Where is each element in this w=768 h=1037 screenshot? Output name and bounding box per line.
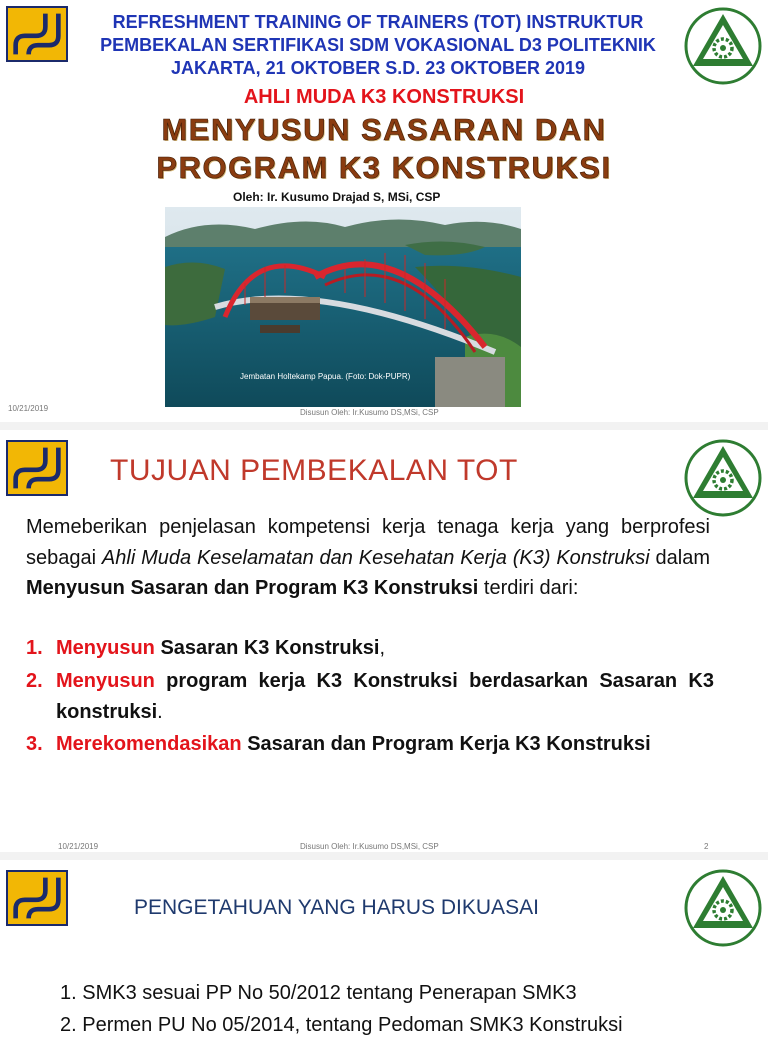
header-line-2: PEMBEKALAN SERTIFIKASI SDM VOKASIONAL D3 POLITEKNIK [100, 35, 656, 55]
intro-bold: Menyusun Sasaran dan Program K3 Konstruksi [26, 577, 479, 599]
slide-title: PENGETAHUAN YANG HARUS DIKUASAI [134, 896, 539, 919]
footer-date: 10/21/2019 [8, 404, 49, 413]
slide-separator [0, 422, 768, 430]
intro-text: Memeberikan penjelasan kompetensi kerja tenaga kerja yang berprofesi sebagai [26, 516, 710, 569]
footer-date: 10/21/2019 [58, 842, 99, 851]
main-title-line-1: MENYUSUN SASARAN DAN [161, 112, 607, 147]
list-number: 2. [26, 670, 43, 692]
author: Oleh: Ir. Kusumo Drajad S, MSi, CSP [233, 190, 441, 204]
gear-emblem-icon [683, 6, 763, 86]
gear-emblem-icon [683, 868, 763, 948]
slide-title: TUJUAN PEMBEKALAN TOT [110, 454, 518, 487]
list-verb: Merekomendasikan [56, 733, 242, 755]
list-tail: , [379, 637, 385, 659]
slide-objectives [0, 430, 768, 852]
gear-emblem-icon [683, 438, 763, 518]
list-text: Sasaran K3 Konstruksi [154, 637, 380, 659]
slide-knowledge [0, 860, 768, 1036]
intro-text: dalam [649, 546, 711, 569]
pu-logo-icon [6, 870, 68, 926]
slide-cover [0, 0, 768, 422]
list-number: 1. [26, 637, 43, 659]
list-number: 3. [26, 733, 43, 755]
subtitle: AHLI MUDA K3 KONSTRUKSI [243, 86, 525, 108]
intro-text: terdiri dari: [478, 577, 579, 599]
list-text: Sasaran dan Program Kerja K3 Konstruksi [241, 733, 651, 755]
main-title-line-2: PROGRAM K3 KONSTRUKSI [156, 150, 612, 185]
list-verb: Menyusun [56, 637, 155, 659]
slide-separator [0, 852, 768, 860]
list-item: 1. SMK3 sesuai PP No 50/2012 tentang Penerapan SMK3 [60, 982, 577, 1004]
list-tail: . [157, 700, 163, 723]
intro-paragraph [26, 512, 710, 604]
footer-author: Disusun Oleh: Ir.Kusumo DS,MSi, CSP [300, 408, 439, 417]
list-text: program kerja K3 Konstruksi berdasarkan Sasaran K3 konstruksi [56, 670, 714, 723]
header-line-1: REFRESHMENT TRAINING OF TRAINERS (TOT) INSTRUKTUR [112, 12, 644, 32]
pu-logo-icon [6, 440, 68, 496]
list-verb: Menyusun [56, 670, 155, 692]
footer-author: Disusun Oleh: Ir.Kusumo DS,MSi, CSP [300, 842, 439, 851]
list-item: 2. Permen PU No 05/2014, tentang Pedoman SMK3 Konstruksi [60, 1014, 623, 1036]
page-number: 2 [704, 842, 709, 851]
intro-italic: Ahli Muda Keselamatan dan Kesehatan Kerja (K3) Konstruksi [101, 546, 650, 569]
header-line-3: JAKARTA, 21 OKTOBER S.D. 23 OKTOBER 2019 [170, 58, 586, 78]
pu-logo-icon [6, 6, 68, 62]
photo-caption: Jembatan Holtekamp Papua. (Foto: Dok-PUPR) [240, 372, 411, 381]
